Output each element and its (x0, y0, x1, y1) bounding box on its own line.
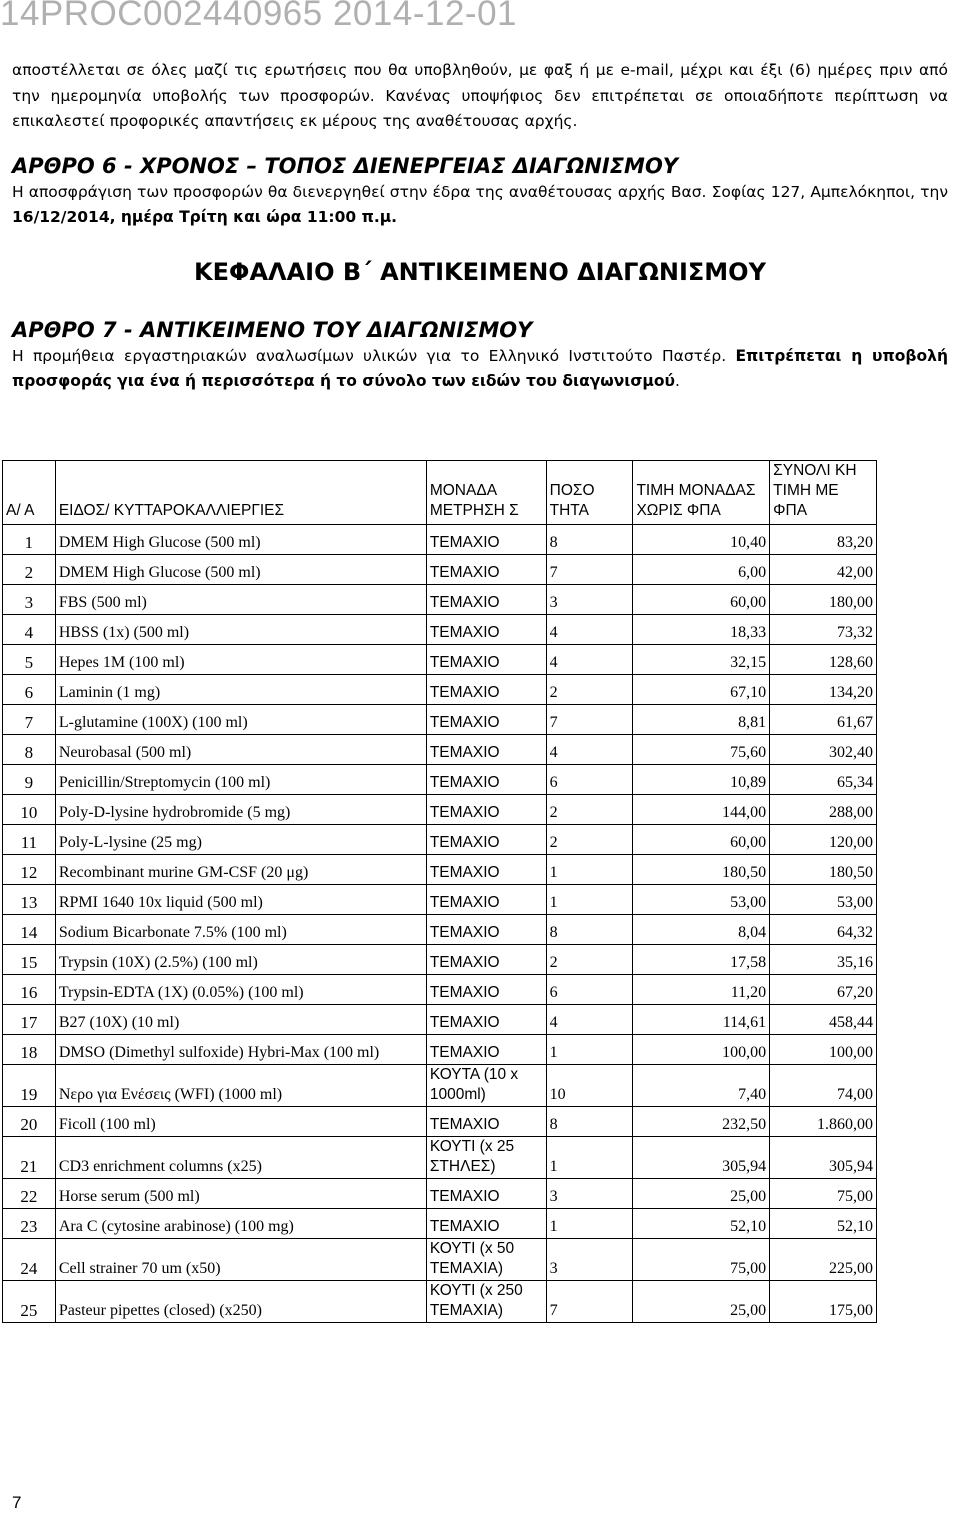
cell-total-price: 83,20 (770, 525, 877, 555)
cell-no: 16 (3, 975, 56, 1005)
cell-unit-price: 60,00 (633, 585, 770, 615)
cell-total-price: 120,00 (770, 825, 877, 855)
cell-total-price: 64,32 (770, 915, 877, 945)
cell-total-price: 74,00 (770, 1065, 877, 1107)
cell-unit: ΤΕΜΑΧΙΟ (426, 825, 546, 855)
cell-unit: ΤΕΜΑΧΙΟ (426, 645, 546, 675)
cell-total-price: 302,40 (770, 735, 877, 765)
cell-quantity: 6 (546, 765, 633, 795)
cell-unit-price: 25,00 (633, 1179, 770, 1209)
cell-unit: ΤΕΜΑΧΙΟ (426, 1005, 546, 1035)
cell-no: 12 (3, 855, 56, 885)
cell-quantity: 2 (546, 825, 633, 855)
cell-total-price: 180,50 (770, 855, 877, 885)
cell-unit: ΤΕΜΑΧΙΟ (426, 1035, 546, 1065)
cell-total-price: 61,67 (770, 705, 877, 735)
cell-unit-price: 67,10 (633, 675, 770, 705)
cell-no: 1 (3, 525, 56, 555)
cell-quantity: 3 (546, 1179, 633, 1209)
cell-total-price: 458,44 (770, 1005, 877, 1035)
article-7-paragraph (12, 344, 948, 395)
table-row (3, 585, 877, 615)
cell-quantity: 1 (546, 1137, 633, 1179)
cell-no: 7 (3, 705, 56, 735)
cell-no: 6 (3, 675, 56, 705)
cell-unit-price: 7,40 (633, 1065, 770, 1107)
cell-unit-price: 180,50 (633, 855, 770, 885)
cell-quantity: 1 (546, 855, 633, 885)
cell-total-price: 134,20 (770, 675, 877, 705)
cell-unit: ΤΕΜΑΧΙΟ (426, 945, 546, 975)
cell-description: DMEM High Glucose (500 ml) (55, 525, 426, 555)
cell-unit-price: 144,00 (633, 795, 770, 825)
cell-total-price: 225,00 (770, 1239, 877, 1281)
cell-unit: ΤΕΜΑΧΙΟ (426, 525, 546, 555)
cell-quantity: 3 (546, 585, 633, 615)
cell-unit: ΤΕΜΑΧΙΟ (426, 765, 546, 795)
document-id-header: 14PROC002440965 2014-12-01 (0, 0, 517, 33)
cell-unit-price: 32,15 (633, 645, 770, 675)
table-row (3, 975, 877, 1005)
cell-quantity: 7 (546, 705, 633, 735)
cell-quantity: 4 (546, 645, 633, 675)
cell-unit: ΚΟΥΤΙ (x 25 ΣΤΗΛΕΣ) (426, 1137, 546, 1179)
table-row (3, 645, 877, 675)
cell-unit-price: 18,33 (633, 615, 770, 645)
cell-unit-price: 100,00 (633, 1035, 770, 1065)
cell-unit: ΤΕΜΑΧΙΟ (426, 855, 546, 885)
cell-unit-price: 8,81 (633, 705, 770, 735)
cell-unit-price: 75,60 (633, 735, 770, 765)
header-total-price: ΣΥΝΟΛΙ ΚΗ ΤΙΜΗ ΜΕ ΦΠΑ (770, 461, 877, 525)
cell-description: Penicillin/Streptomycin (100 ml) (55, 765, 426, 795)
cell-description: L-glutamine (100X) (100 ml) (55, 705, 426, 735)
cell-no: 15 (3, 945, 56, 975)
table-row (3, 945, 877, 975)
cell-quantity: 6 (546, 975, 633, 1005)
cell-description: Laminin (1 mg) (55, 675, 426, 705)
cell-quantity: 3 (546, 1239, 633, 1281)
article-6-title: ΑΡΘΡΟ 6 - ΧΡΟΝΟΣ – ΤΟΠΟΣ ΔΙΕΝΕΡΓΕΙΑΣ ΔΙΑΓΩΝΙΣΜΟΥ (12, 153, 679, 178)
cell-quantity: 2 (546, 675, 633, 705)
table-row (3, 1209, 877, 1239)
cell-unit-price: 25,00 (633, 1281, 770, 1323)
cell-unit-price: 75,00 (633, 1239, 770, 1281)
cell-total-price: 67,20 (770, 975, 877, 1005)
header-description: ΕΙΔΟΣ/ ΚΥΤΤΑΡΟΚΑΛΛΙΕΡΓΙΕΣ (55, 461, 426, 525)
table-row (3, 855, 877, 885)
cell-description: Poly-D-lysine hydrobromide (5 mg) (55, 795, 426, 825)
cell-total-price: 75,00 (770, 1179, 877, 1209)
cell-no: 3 (3, 585, 56, 615)
cell-unit-price: 114,61 (633, 1005, 770, 1035)
table-row (3, 1137, 877, 1179)
table-row (3, 1281, 877, 1323)
cell-unit-price: 60,00 (633, 825, 770, 855)
cell-quantity: 8 (546, 915, 633, 945)
cell-no: 20 (3, 1107, 56, 1137)
cell-unit: ΤΕΜΑΧΙΟ (426, 735, 546, 765)
article-7-text: Η προμήθεια εργαστηριακών αναλωσίμων υλικών για το Ελληνικό Ινστιτούτο Παστέρ. (12, 346, 736, 365)
items-table (2, 460, 877, 1323)
table-body (3, 525, 877, 1323)
cell-description: RPMI 1640 10x liquid (500 ml) (55, 885, 426, 915)
table-row (3, 915, 877, 945)
cell-unit: ΤΕΜΑΧΙΟ (426, 1209, 546, 1239)
cell-no: 21 (3, 1137, 56, 1179)
cell-no: 18 (3, 1035, 56, 1065)
cell-unit-price: 6,00 (633, 555, 770, 585)
cell-quantity: 10 (546, 1065, 633, 1107)
table-row (3, 1065, 877, 1107)
header-unit: ΜΟΝΑΔΑ ΜΕΤΡΗΣΗ Σ (426, 461, 546, 525)
cell-unit-price: 10,40 (633, 525, 770, 555)
table-row (3, 675, 877, 705)
cell-total-price: 53,00 (770, 885, 877, 915)
cell-quantity: 2 (546, 795, 633, 825)
cell-no: 23 (3, 1209, 56, 1239)
table-row (3, 735, 877, 765)
cell-no: 19 (3, 1065, 56, 1107)
cell-no: 8 (3, 735, 56, 765)
cell-quantity: 4 (546, 1005, 633, 1035)
cell-description: DMSO (Dimethyl sulfoxide) Hybri-Max (100 ml) (55, 1035, 426, 1065)
cell-description: CD3 enrichment columns (x25) (55, 1137, 426, 1179)
cell-no: 13 (3, 885, 56, 915)
cell-unit-price: 52,10 (633, 1209, 770, 1239)
cell-unit-price: 10,89 (633, 765, 770, 795)
cell-quantity: 7 (546, 555, 633, 585)
cell-description: Hepes 1M (100 ml) (55, 645, 426, 675)
cell-total-price: 175,00 (770, 1281, 877, 1323)
cell-total-price: 35,16 (770, 945, 877, 975)
cell-description: Ara C (cytosine arabinose) (100 mg) (55, 1209, 426, 1239)
cell-unit: ΤΕΜΑΧΙΟ (426, 885, 546, 915)
cell-total-price: 65,34 (770, 765, 877, 795)
cell-quantity: 8 (546, 1107, 633, 1137)
article-7-text-bold: Επιτρέπεται η υποβολή προσφοράς για ένα ή περισσότερα ή το σύνολο των ειδών του διαγωνισμού (12, 346, 948, 390)
table-row (3, 525, 877, 555)
cell-quantity: 8 (546, 525, 633, 555)
cell-description: Recombinant murine GM-CSF (20 μg) (55, 855, 426, 885)
cell-total-price: 1.860,00 (770, 1107, 877, 1137)
cell-unit: ΤΕΜΑΧΙΟ (426, 615, 546, 645)
cell-total-price: 180,00 (770, 585, 877, 615)
cell-description: Trypsin (10X) (2.5%) (100 ml) (55, 945, 426, 975)
cell-unit: ΚΟΥΤΙ (x 250 ΤΕΜΑΧΙΑ) (426, 1281, 546, 1323)
table-row (3, 555, 877, 585)
cell-unit: ΤΕΜΑΧΙΟ (426, 555, 546, 585)
cell-total-price: 42,00 (770, 555, 877, 585)
cell-unit-price: 11,20 (633, 975, 770, 1005)
cell-unit: ΤΕΜΑΧΙΟ (426, 795, 546, 825)
table-row (3, 795, 877, 825)
article-6-date: 16/12/2014, ημέρα Τρίτη και ώρα 11:00 π.μ. (12, 208, 398, 226)
cell-quantity: 7 (546, 1281, 633, 1323)
cell-no: 10 (3, 795, 56, 825)
table-row (3, 1239, 877, 1281)
cell-no: 4 (3, 615, 56, 645)
cell-no: 11 (3, 825, 56, 855)
cell-no: 17 (3, 1005, 56, 1035)
cell-no: 14 (3, 915, 56, 945)
page-number: 7 (12, 1493, 22, 1512)
cell-no: 22 (3, 1179, 56, 1209)
cell-quantity: 4 (546, 735, 633, 765)
cell-no: 2 (3, 555, 56, 585)
cell-total-price: 128,60 (770, 645, 877, 675)
cell-description: DMEM High Glucose (500 ml) (55, 555, 426, 585)
cell-unit: ΤΕΜΑΧΙΟ (426, 1107, 546, 1137)
cell-description: Cell strainer 70 um (x50) (55, 1239, 426, 1281)
cell-no: 24 (3, 1239, 56, 1281)
table-row (3, 1107, 877, 1137)
article-6-paragraph (12, 180, 948, 231)
article-7-text-end: . (674, 372, 680, 390)
cell-total-price: 288,00 (770, 795, 877, 825)
cell-total-price: 305,94 (770, 1137, 877, 1179)
cell-description: Νερο για Ενέσεις (WFI) (1000 ml) (55, 1065, 426, 1107)
cell-unit-price: 305,94 (633, 1137, 770, 1179)
cell-quantity: 2 (546, 945, 633, 975)
cell-quantity: 1 (546, 1209, 633, 1239)
table-row (3, 1035, 877, 1065)
header-quantity: ΠΟΣΟ ΤΗΤΑ (546, 461, 633, 525)
table-row (3, 705, 877, 735)
cell-quantity: 1 (546, 885, 633, 915)
cell-unit-price: 232,50 (633, 1107, 770, 1137)
cell-unit: ΤΕΜΑΧΙΟ (426, 975, 546, 1005)
cell-unit-price: 17,58 (633, 945, 770, 975)
cell-unit: ΤΕΜΑΧΙΟ (426, 915, 546, 945)
cell-description: Sodium Bicarbonate 7.5% (100 ml) (55, 915, 426, 945)
cell-no: 9 (3, 765, 56, 795)
cell-unit-price: 8,04 (633, 915, 770, 945)
cell-unit: ΤΕΜΑΧΙΟ (426, 1179, 546, 1209)
table-row (3, 765, 877, 795)
cell-total-price: 100,00 (770, 1035, 877, 1065)
cell-quantity: 4 (546, 615, 633, 645)
cell-description: Pasteur pipettes (closed) (x250) (55, 1281, 426, 1323)
cell-unit: ΚΟΥΤΑ (10 x 1000ml) (426, 1065, 546, 1107)
table-row (3, 885, 877, 915)
cell-description: Trypsin-EDTA (1X) (0.05%) (100 ml) (55, 975, 426, 1005)
cell-unit: ΚΟΥΤΙ (x 50 ΤΕΜΑΧΙΑ) (426, 1239, 546, 1281)
table-header-row (3, 461, 877, 525)
cell-quantity: 1 (546, 1035, 633, 1065)
cell-total-price: 73,32 (770, 615, 877, 645)
article-7-title: ΑΡΘΡΟ 7 - ΑΝΤΙΚΕΙΜΕΝΟ ΤΟΥ ΔΙΑΓΩΝΙΣΜΟΥ (12, 317, 533, 342)
cell-description: FBS (500 ml) (55, 585, 426, 615)
cell-description: HBSS (1x) (500 ml) (55, 615, 426, 645)
cell-description: Poly-L-lysine (25 mg) (55, 825, 426, 855)
document-body (12, 58, 948, 395)
cell-unit: ΤΕΜΑΧΙΟ (426, 705, 546, 735)
chapter-title: ΚΕΦΑΛΑΙΟ Β΄ ΑΝΤΙΚΕΙΜΕΝΟ ΔΙΑΓΩΝΙΣΜΟΥ (194, 257, 766, 286)
intro-paragraph: αποστέλλεται σε όλες μαζί τις ερωτήσεις που θα υποβληθούν, με φαξ ή με e-mail, μέχρι και έξι (6) ημέρες πριν από την ημερομηνία υποβολής των προσφορών. Κανένας υποψήφιος δεν επιτρέπεται σε οποιαδήποτε περίπτωση να επικαλεστεί προφορικές απαντήσεις εκ μέρους της αναθέτουσας αρχής. (12, 61, 948, 130)
cell-no: 25 (3, 1281, 56, 1323)
table-row (3, 615, 877, 645)
cell-total-price: 52,10 (770, 1209, 877, 1239)
cell-description: Horse serum (500 ml) (55, 1179, 426, 1209)
cell-unit: ΤΕΜΑΧΙΟ (426, 585, 546, 615)
cell-no: 5 (3, 645, 56, 675)
cell-unit-price: 53,00 (633, 885, 770, 915)
table-row (3, 1179, 877, 1209)
cell-description: Ficoll (100 ml) (55, 1107, 426, 1137)
table-row (3, 825, 877, 855)
table-row (3, 1005, 877, 1035)
cell-description: Neurobasal (500 ml) (55, 735, 426, 765)
cell-description: B27 (10X) (10 ml) (55, 1005, 426, 1035)
cell-unit: ΤΕΜΑΧΙΟ (426, 675, 546, 705)
header-no: Α/ Α (3, 461, 56, 525)
header-unit-price: ΤΙΜΗ ΜΟΝΑΔΑΣ ΧΩΡΙΣ ΦΠΑ (633, 461, 770, 525)
article-6-text: Η αποσφράγιση των προσφορών θα διενεργηθεί στην έδρα της αναθέτουσας αρχής Βασ. Σοφίας 127, Αμπελόκηποι, την (12, 182, 948, 201)
